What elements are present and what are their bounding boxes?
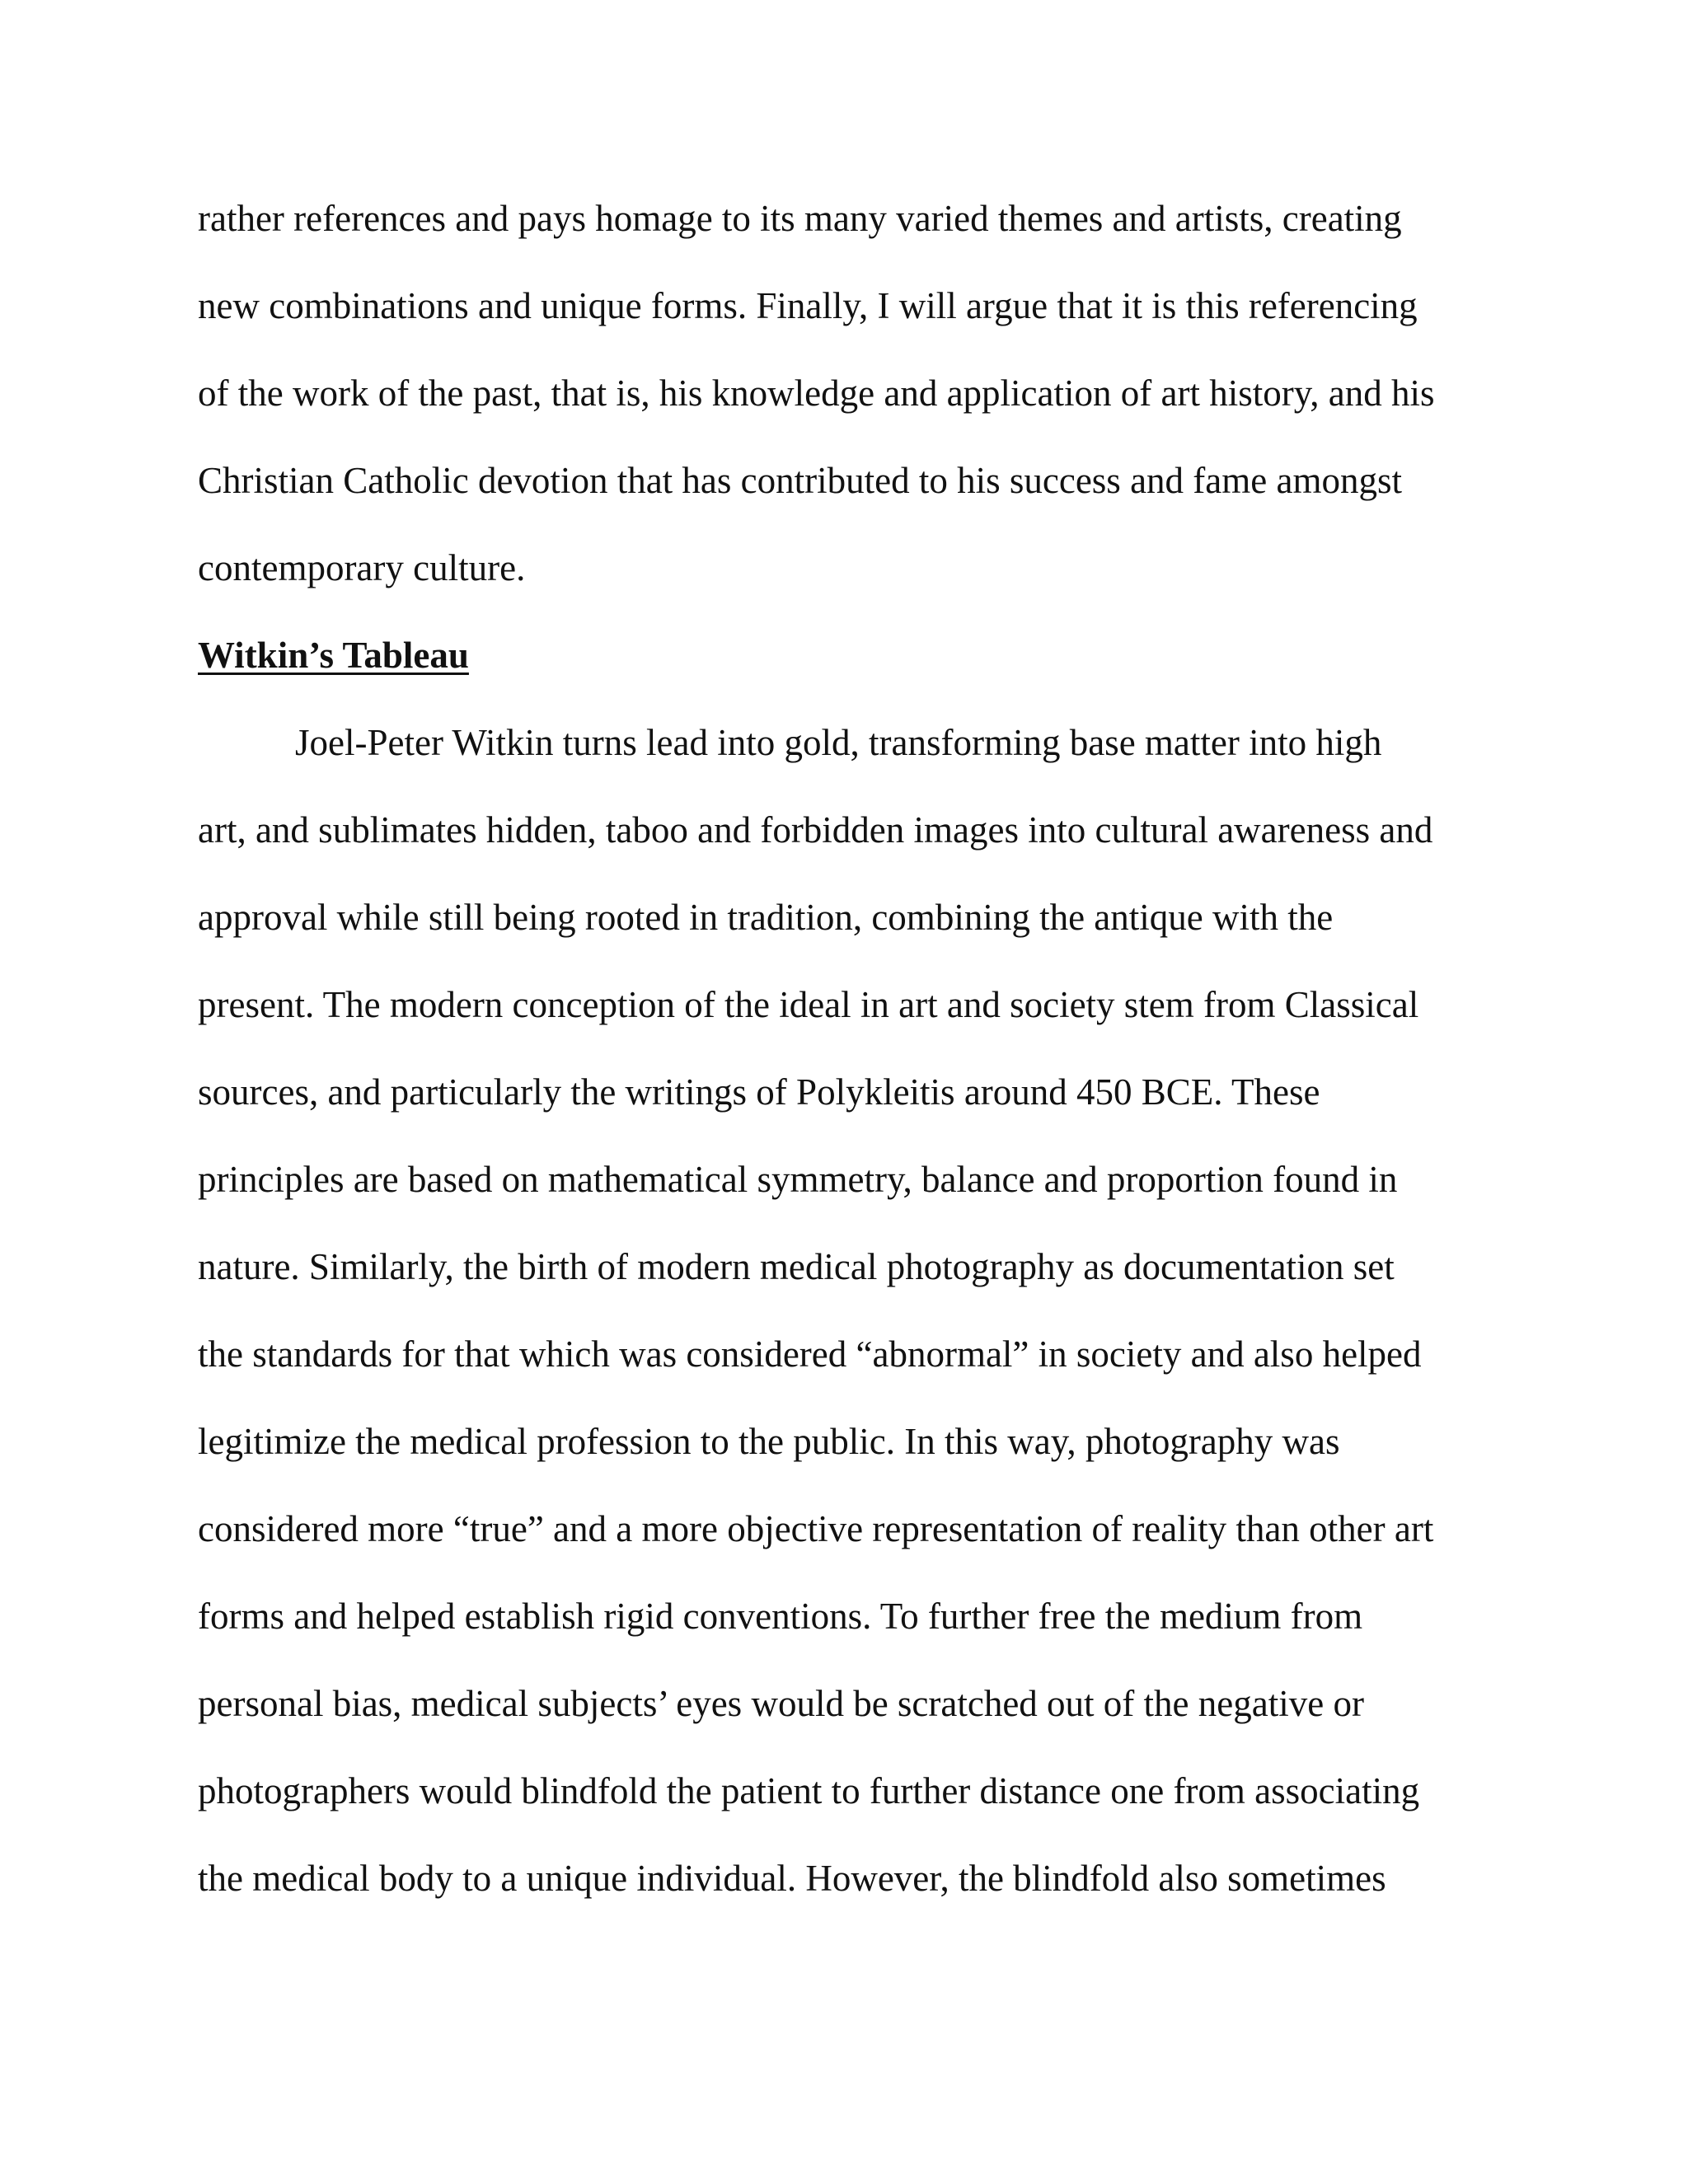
- text-line: personal bias, medical subjects’ eyes would be scratched out of the negative or: [198, 1683, 1364, 1724]
- text-line: photographers would blindfold the patient to further distance one from associating: [198, 1770, 1420, 1811]
- text-line: approval while still being rooted in tradition, combining the antique with the: [198, 897, 1334, 938]
- text-line: rather references and pays homage to its many varied themes and artists, creating: [198, 198, 1402, 239]
- text-line: considered more “true” and a more objective representation of reality than other art: [198, 1508, 1434, 1549]
- text-line: the standards for that which was considered “abnormal” in society and also helped: [198, 1333, 1422, 1375]
- text-line: legitimize the medical profession to the public. In this way, photography was: [198, 1421, 1340, 1462]
- text-line: Christian Catholic devotion that has contributed to his success and fame amongst: [198, 460, 1402, 501]
- text-line: art, and sublimates hidden, taboo and forbidden images into cultural awareness and: [198, 809, 1433, 851]
- text-line: the medical body to a unique individual. However, the blindfold also sometimes: [198, 1858, 1386, 1899]
- text-line: new combinations and unique forms. Finally, I will argue that it is this referencing: [198, 285, 1418, 326]
- text-line: Joel-Peter Witkin turns lead into gold, transforming base matter into high: [295, 722, 1382, 763]
- text-line: of the work of the past, that is, his knowledge and application of art history, and his: [198, 373, 1435, 414]
- text-line: present. The modern conception of the ideal in art and society stem from Classical: [198, 984, 1419, 1025]
- text-line: nature. Similarly, the birth of modern medical photography as documentation set: [198, 1246, 1395, 1287]
- section-heading: Witkin’s Tableau: [198, 635, 469, 676]
- text-line: contemporary culture.: [198, 547, 526, 588]
- text-line: forms and helped establish rigid conventions. To further free the medium from: [198, 1596, 1363, 1637]
- text-line: principles are based on mathematical symmetry, balance and proportion found in: [198, 1159, 1398, 1200]
- text-line: sources, and particularly the writings of Polykleitis around 450 BCE. These: [198, 1071, 1320, 1113]
